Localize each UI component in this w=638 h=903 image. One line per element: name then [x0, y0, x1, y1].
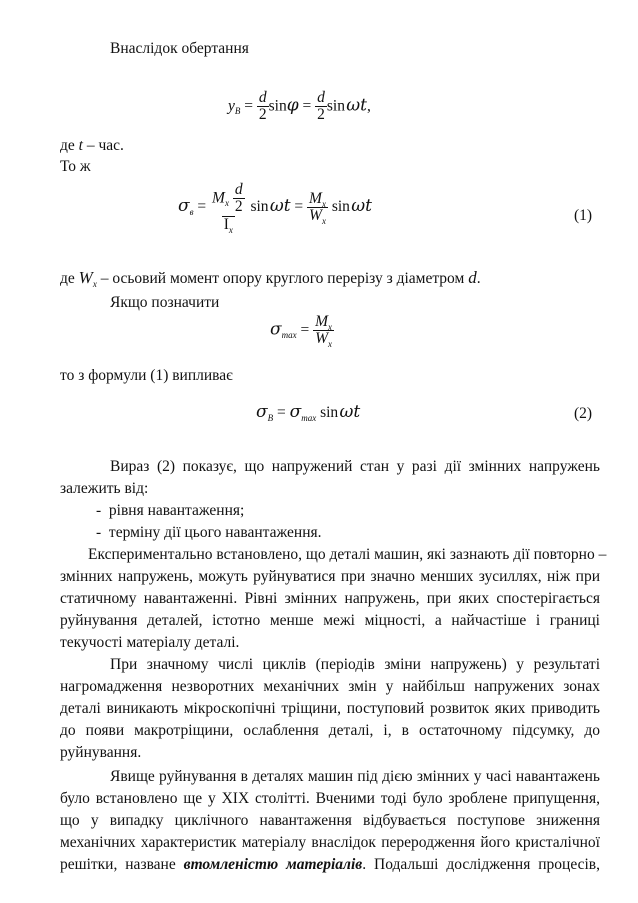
eq-y-frac-2 [315, 90, 327, 124]
eq1-M-1: M [212, 189, 225, 207]
eq2-sigma-2: σ [289, 402, 302, 422]
eqmax-M: M [315, 313, 329, 330]
where-t-prefix: де [60, 137, 75, 154]
if-denote-text: Якщо позначити [110, 294, 220, 311]
where-t-text: – час. [86, 137, 124, 154]
para2-line: Експериментально встановлено, що деталі машин, які зазнають дії повторно – [88, 546, 607, 563]
eq1-W: W [309, 206, 322, 224]
bullet-text-2: терміну дії цього навантаження. [108, 524, 322, 541]
bullet-item: - рівня навантаження; [96, 502, 245, 519]
para3-line: до появи макротріщини, ослаблення деталі, і, в остаточному підсумку, до [60, 722, 600, 739]
eq1-frac-1-num [210, 182, 247, 216]
eq-y-sin-1: sin [268, 97, 287, 115]
equation-1: $\sigma_в$ = $M_x$ $\frac{d}{2}$ $I_x$ sin ωt = $\frac{M_x}{W_x}$ sin ωt [178, 181, 372, 235]
eq2-max-sub: max [301, 413, 317, 423]
eq1-W-sub: x [321, 215, 326, 226]
equation-y: $y_B$ = $\frac{d}{2}$ sinφ = $\frac{d}{2}$ sin ωt, [228, 89, 371, 124]
eq-y-frac-1 [257, 90, 269, 124]
eq1-sin-2: sin [331, 197, 350, 215]
eq-y-lhs: y [228, 97, 235, 115]
eqmax-num [313, 314, 334, 330]
para2-line: змінних напружень, можуть руйнуватися при значно менших зусиллях, ніж при [60, 568, 600, 585]
eq1-I: I [223, 215, 229, 233]
para3-line: руйнування. [60, 744, 142, 761]
where-W-text: – осьовий момент опору круглого перерізу з діаметром [100, 270, 465, 287]
eqmax-W: W [315, 330, 329, 348]
bullet-item: - терміну дії цього навантаження. [96, 524, 322, 541]
equation-sigma-max: $\sigma_{max}$ = $\frac{M_x}{W_x}$ [270, 313, 333, 350]
eq1-number: (1) [574, 207, 593, 224]
para1-line2: залежить від: [60, 480, 149, 497]
para4-line5 [60, 856, 600, 875]
where-W-line [60, 268, 481, 289]
eqmax-frac [313, 314, 334, 348]
where-W-prefix: де [60, 270, 75, 287]
eq1-sigma: σ [178, 195, 190, 216]
eq1-inner-2: 2 [234, 198, 243, 216]
eq1-M-2: M [309, 189, 322, 207]
eq1-frac-2-den [307, 207, 328, 224]
eq1-omega-t-2: ωt [351, 195, 372, 216]
eq1-M-sub-2: x [321, 198, 326, 209]
eq-y-num-1: d [258, 89, 267, 106]
eqmax-den [313, 330, 334, 350]
intro-text: Внаслідок обертання [110, 40, 249, 57]
para4-line: механічних характеристик матеріалу внаслідок переродження його кристалічної [60, 834, 600, 851]
eq2-sin: sin [320, 404, 339, 421]
where-W-var: W [78, 268, 93, 287]
para4-line: що у випадку циклічного навантаження відбувається поступове зниження [60, 812, 600, 829]
eq1-sin-1: sin [250, 197, 269, 215]
where-W-end: . [476, 270, 481, 287]
eq1-frac-1 [210, 182, 247, 233]
eq1-frac-1-den [222, 216, 235, 233]
eqmax-sub: max [281, 330, 297, 341]
para2-line: статичному навантаженні. Рівні змінних напружень, при яких спостерігається [60, 590, 600, 607]
eq1-I-sub: x [228, 224, 233, 235]
para3-line: При значному числі циклів (періодів зміни напружень) у результаті [110, 656, 600, 673]
where-t-line [60, 137, 124, 156]
eq-y-lhs-sub: B [234, 106, 241, 117]
para3-line: нагромадження незворотних механічних змін у найбільш напружених зонах [60, 678, 600, 695]
eq1-inner-d: d [234, 181, 243, 198]
para4-line: Явище руйнування в деталях машин під дією змінних у часі навантажень [110, 768, 600, 785]
eq-y-num-2: d [317, 89, 325, 106]
para1-line1: Вираз (2) показує, що напружений стан у разі дії змінних напружень [110, 458, 600, 475]
eq1-inner-frac [233, 182, 245, 216]
eqmax-sigma: σ [270, 319, 282, 340]
eq-y-comma: , [366, 97, 371, 115]
follows-text: то з формули (1) випливає [60, 367, 233, 384]
then-text: То ж [60, 158, 91, 175]
where-t-var: t [78, 137, 83, 154]
eq1-sigma-sub: в [189, 206, 194, 217]
para2-line: руйнування деталей, істотно менше межі міцності, а найчастіше і границі [60, 612, 600, 629]
eq-y-sin-2: sin [326, 97, 345, 115]
eqmax-M-sub: x [328, 322, 333, 332]
eq1-frac-2 [307, 191, 328, 225]
eq-y-phi: φ [286, 95, 299, 116]
eq2-sigma-1: σ [256, 402, 268, 422]
para4-line: було встановлено ще у XIX столітті. Вченими тоді було зроблене припущення, [60, 790, 600, 807]
para2-line: текучості матеріалу деталі. [60, 634, 240, 651]
para4-line5-pre: решітки, назване [60, 856, 176, 873]
fatigue-term: втомленістю матеріалів [183, 856, 363, 873]
eq2-sigma-sub: B [267, 413, 274, 423]
equation-2: $\sigma_B = \sigma_{max}$ sin ωt [256, 402, 361, 423]
eq1-M-sub-1: x [224, 198, 229, 209]
eq-y-omega-t: ωt [346, 95, 367, 116]
eq2-omega-t: ωt [339, 402, 361, 422]
para4-line5-post: . Подальші дослідження процесів, [362, 856, 600, 873]
eq-y-den-2: 2 [317, 106, 325, 124]
eq-y-den-1: 2 [258, 106, 267, 124]
eq2-number: (2) [574, 405, 593, 422]
para3-line: деталі виникають мікроскопічні тріщини, поступовий розвиток яких приводить [60, 700, 600, 717]
eq1-frac-2-num [307, 191, 328, 207]
eqmax-W-sub: x [328, 339, 333, 350]
where-W-d: d [468, 268, 477, 287]
bullet-text-1: рівня навантаження; [108, 502, 245, 519]
eq1-omega-t-1: ωt [269, 195, 291, 216]
where-W-var-sub: x [92, 279, 97, 289]
